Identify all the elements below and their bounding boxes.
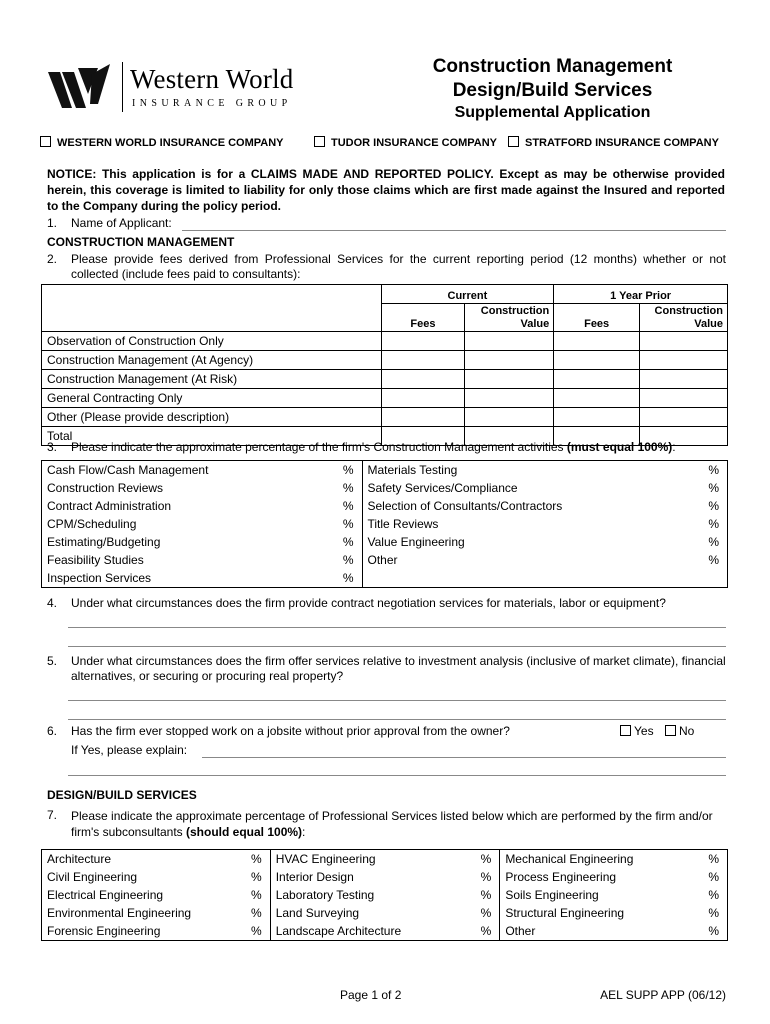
prior-fees-header: Fees: [554, 304, 640, 332]
checkbox[interactable]: [665, 725, 676, 736]
q1-label: Name of Applicant:: [71, 216, 172, 230]
table-row: Inspection Services %: [42, 569, 728, 588]
table-row: CPM/Scheduling % Title Reviews %: [47, 517, 719, 531]
q6-number: 6.: [47, 724, 58, 738]
table-row: Architecture % HVAC Engineering % Mechanical Engineering %: [42, 850, 728, 869]
table-row: Cash Flow/Cash Management % Materials Testing %: [42, 461, 728, 480]
q5-answer-line-2[interactable]: [68, 719, 726, 720]
company-stratford[interactable]: STRATFORD INSURANCE COMPANY: [508, 136, 719, 149]
fee-table: [41, 284, 728, 446]
q5-answer-line-1[interactable]: [68, 700, 726, 701]
q5-text: Under what circumstances does the firm offer services relative to investment analysis (inclusive of market climate), financial alternatives, or securing or procuring real property?: [71, 654, 726, 683]
q2-number: 2.: [47, 252, 58, 266]
table-row: Environmental Engineering % Land Surveying % Structural Engineering %: [47, 906, 719, 920]
q7-text: Please indicate the approximate percentage of Professional Services listed below which are performed by the firm and/or firm's subconsultants (should equal 100%):: [71, 809, 713, 839]
western-world-logo-mark: [48, 64, 118, 112]
current-cv-header: Construction Value: [465, 304, 554, 332]
title-line-2: Design/Build Services: [452, 80, 653, 101]
table-row: Other (Please provide description): [42, 408, 728, 427]
checkbox[interactable]: [314, 136, 325, 147]
q1-number: 1.: [47, 216, 58, 230]
company-western-world[interactable]: WESTERN WORLD INSURANCE COMPANY: [40, 136, 284, 149]
table-row: Total: [42, 427, 728, 446]
page-number: Page 1 of 2: [340, 988, 402, 1002]
cm-activities-table: [41, 460, 728, 588]
current-fees-header: Fees: [381, 304, 465, 332]
section-design-build: DESIGN/BUILD SERVICES: [47, 788, 197, 802]
q4-number: 4.: [47, 596, 58, 610]
q4-answer-line-2[interactable]: [68, 646, 726, 647]
logo-name: Western World: [130, 64, 294, 94]
table-row: Construction Reviews % Safety Services/Compliance %: [47, 481, 719, 495]
q4-answer-line-1[interactable]: [68, 627, 726, 628]
q6-yes[interactable]: Yes: [620, 724, 654, 738]
table-row: Forensic Engineering % Landscape Architecture % Other %: [42, 922, 728, 941]
table-row: Electrical Engineering % Laboratory Testing % Soils Engineering %: [47, 888, 719, 902]
table-row: Observation of Construction Only: [42, 332, 728, 351]
table-row: Estimating/Budgeting % Value Engineering %: [47, 535, 719, 549]
logo-tagline: INSURANCE GROUP: [132, 98, 292, 109]
table-row: Contract Administration % Selection of Consultants/Contractors %: [47, 499, 719, 513]
title-line-1: Construction Management: [432, 56, 673, 77]
checkbox[interactable]: [508, 136, 519, 147]
applicant-name-field[interactable]: [182, 230, 726, 231]
section-construction-management: CONSTRUCTION MANAGEMENT: [47, 235, 235, 249]
form-code: AEL SUPP APP (06/12): [600, 988, 726, 1002]
table-row: General Contracting Only: [42, 389, 728, 408]
q6-text: Has the firm ever stopped work on a jobsite without prior approval from the owner?: [71, 724, 510, 738]
title-line-3: Supplemental Application: [454, 104, 651, 121]
prior-header: 1 Year Prior: [554, 285, 728, 304]
company-tudor[interactable]: TUDOR INSURANCE COMPANY: [314, 136, 497, 149]
q5-number: 5.: [47, 654, 58, 668]
q6-no[interactable]: No: [665, 724, 694, 738]
table-row: Feasibility Studies % Other %: [47, 553, 719, 567]
checkbox[interactable]: [620, 725, 631, 736]
table-row: Construction Management (At Agency): [42, 351, 728, 370]
q3-number: 3.: [47, 440, 58, 454]
q2-text: Please provide fees derived from Professional Services for the current reporting period (12 months) whether or not collected (include fees paid to consultants):: [71, 252, 726, 281]
q7-number: 7.: [47, 808, 58, 822]
q4-text: Under what circumstances does the firm provide contract negotiation services for materials, labor or equipment?: [71, 596, 666, 610]
prior-cv-header: Construction Value: [640, 304, 728, 332]
q6-explain-line-2[interactable]: [68, 775, 726, 776]
db-services-table: [41, 849, 728, 941]
q3-text: Please indicate the approximate percentage of the firm's Construction Management activities (must equal 100%):: [71, 440, 676, 454]
current-header: Current: [381, 285, 554, 304]
q6-explain-label: If Yes, please explain:: [71, 743, 188, 757]
checkbox[interactable]: [40, 136, 51, 147]
table-row: Construction Management (At Risk): [42, 370, 728, 389]
logo: [48, 62, 328, 114]
notice: NOTICE: This application is for a CLAIMS MADE AND REPORTED POLICY. Except as may be otherwise provided herein, this coverage is limited to liability for only those claims which are first made against the Insured and reported to the Company during the policy period.: [47, 167, 725, 213]
table-row: Civil Engineering % Interior Design % Process Engineering %: [47, 870, 719, 884]
q6-explain-field[interactable]: [202, 757, 726, 758]
